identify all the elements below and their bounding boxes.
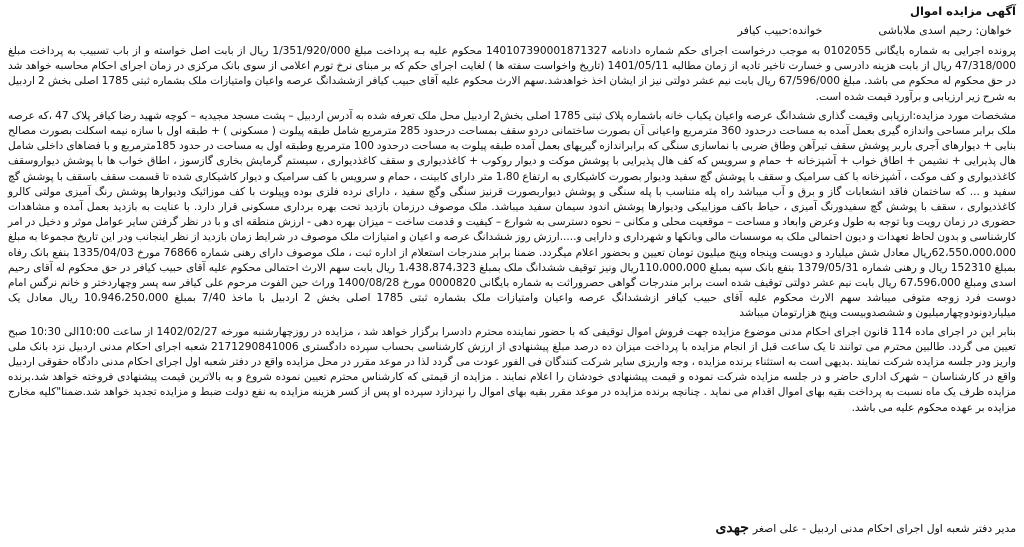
parties-row bbox=[8, 23, 1016, 38]
notice-title: آگهی مزایده اموال bbox=[909, 4, 1016, 18]
signature-name: جهدی bbox=[715, 520, 749, 536]
signature-block bbox=[715, 520, 1016, 537]
auction-notice bbox=[8, 3, 1016, 547]
auction-terms-paragraph: بنابر این در اجرای ماده 114 قانون اجرای احکام مدنی موضوع مزایده جهت فروش اموال توقیفی که با حضور نماینده محترم دادسرا برگزار خواهد شد ، مزایده در روزچهارشنبه مورخه 1402/02/27 از ساعت 10:00الی 10:30 صبح تعیین می گردد. طالبین محترم می توانند تا یک ساعت قبل از انجام مزایده با پرداخت میزان ده درصد مبلغ پیشنهادی از ارزش کارشناسی بحساب سپرده دادگستری 2171290841006 شعبه اجرای احکام مدنی اردبیل نزد بانک ملی واریز ودر جلسه مزایده شرکت نمایند .بدیهی است به استثناء برنده مزایده ، وجه واریزی سایر شرکت کنندگان فی الفور عودت می گردد لذا در موعد مقرر در محل مزایده واقع در دفتر شعبه اول اجرای احکام مدنی دادگاه حقوقی اردبیل واقع در کارشناسان – شهرک اداری حاضر و در جلسه مزایده شرکت نموده و قیمت پیشنهادی خودشان را اعلام نمایند . مزایده از قیمتی که کارشناس محترم تعیین نموده شروع و به بالاترین قیمت پیشنهادی فروخته خواهد شد.برنده مزایده ظرف یک ماه نسبت به پرداخت بقیه بهای اموال اقدام می نماید . چنانچه برنده مزایده در موعد مقرر بقیه بهای اموال را نپردازد سپرده او پس از کسر هزینه مزایده به نفع دولت ضبط و مزایده تجدید خواهد شد.ضمنا"کلیه مخارج مزایده بر عهده محکوم علیه می باشد. bbox=[8, 325, 1016, 414]
defendant-name: خوانده:حبیب کیافر bbox=[737, 24, 823, 37]
signature-line: مدیر دفتر شعبه اول اجرای احکام مدنی اردبیل - علی اصغر bbox=[752, 522, 1016, 535]
property-specs-paragraph: مشخصات مورد مزایده:ارزیابی وقیمت گذاری ششدانگ عرصه واعیان یکباب خانه باشماره پلاک ثبتی 1785 اصلی بخش2 اردبیل محل ملک تعرفه شده به آدرس اردبیل – پشت مسجد مجیدیه – کوچه شهید رضا کیافر پلاک 47 ،که عرصه ملک برابر مساحی واندازه گیری بعمل آمده به مساحت درحدود 360 مترمربع واعیانی آن بصورت ساختمانی دردو سقف بمساحت درحدود 285 مترمربع شامل طبقه پیلوت ( مسکونی ) + طبقه اول با سازه نیمه اسکلت بصورت مصالح بنایی + دیوارهای آجری باربر پوشش سقف تیرآهن وطاق ضربی با نماسازی سنگی که برابراندازه گیریهای بعمل آمده طبقه پیلوت به مساحت درحدود 100 مترمربع وطبقه اول به مساحت در حدود 185مترمربع و با فضاهای داخلی شامل هال پذیرایی + نشیمن + اطاق خواب + آشپزخانه + حمام و سرویس که کف هال پذیرایی با پوشش موکت و دیوار روکوب + کاغذدیواری و سقف کاغذدیواری ، سیستم گرمایش بخاری گازسوز ، اطاق خواب ها با پوشش دیواروسقف کاغذدیواری و کف موکت ، آشپزخانه با کف سرامیک و سقف با پوشش گچ سفید ودیوار بصورت کاشیکاری به ارتفاع 1،80 متر دارای کابینت ، حمام و سرویس با کف سرامیک و دیوار کاشیکاری شده تا قسمت سقف باسقف با پوشش گچ سفید و ... که ساختمان فاقد انشعابات گاز و برق و آب میباشد راه پله متناسب با پله سنگی و پوشش دیواربصورت قرنیز سنگی وگچ سفید ، دارای نرده فلزی بوده وپیلوت با کف موزائیک ودیوارها پوشش رنگ آمیزی مولتی کالرو کاغذدیواری ، سقف با پوشش گچ سفیدورنگ آمیزی ، حیاط باکف موزاییکی ودیوارها پوشش اندود سیمان سفید میباشد. ملک موصوف درزمان بازدید تحت بهره برداری مسکونی قرار دارد. با عنایت به بازدید بعمل آمده و مشاهدات حضوری در زمان رویت وبا توجه به طول وعرض وابعاد و مساحت – موقعیت محلی و مکانی – نحوه دسترسی به شوارع – کیفیت و قدمت ساخت – میزان بهره دهی - ارزش منطقه ای و با در نظر گرفتن سایر عوامل موثر و دخیل در امر کارشناسی و بدون لحاظ تعهدات و دیون احتمالی ملک به موسسات مالی وبانکها و شهرداری و دارایی و.....ارزش روز ششدانگ عرصه و اعیان و امتیازات ملک موصوف در شرایط زمان بازدید از نظر اینجانب ودر این تاریخ مجموعا به مبلغ 62،550،000،000ریال معادل شش میلیارد و دویست وپنجاه وپنج میلیون تومان تعیین و بحضور اعلام میگردد. ضمنا برابر مندرجات استعلام از اداره ثبت ، ملک موصوف دارای رهنی شماره 76866 مورخ 1335/04/03 بنفع بانک رفاه بمبلغ 152310 ریال و رهنی شماره 1379/05/31 بنفع بانک سپه بمبلغ 110،000،000ریال ونیز توقیف ششدانگ ملک بمبلغ 1،438،874،323 ریال بابت سهم الارث احتمالی محکوم علیه آقای حبیب کیافر در حق محکوم له آقای رحیم اسدی ومبلغ 67،596،000 ریال بابت نیم عشر دولتی توقیف شده است برابر مندرجات گواهی حصروراثت به شماره بایگانی 0000820 مورخ 1400/08/28 وراث حین الفوت مرحوم علی کیافر سه پسر وچهاردختر و خانم نرگس امام دوست فرد زوجه متوفی میباشد سهم الارث محکوم علیه آقای حبیب کیافر ازششدانگ عرصه واعیان وامتیازات ملک بشماره ثبتی 1785 اصلی بخش 2 اردبیل با ماخذ 7/40 بمبلغ 10،946،250،000 ریال معادل یک میلیاردونودوچهارمیلیون و ششصدوبیست وپنج هزارتومان میباشد bbox=[8, 109, 1017, 320]
plaintiff-name: خواهان: رحیم اسدی ملاباشی bbox=[878, 24, 1012, 37]
case-details-paragraph: پرونده اجرایی به شماره بایگانی 0102055 به موجب درخواست اجرای حکم شماره دادنامه 140107390001871327 محکوم علیه بـه پرداخت مبلغ 1/351/920/000 ریال از بابت اصل خواسته و از باب تسبیب به پرداخت مبلغ 47/318/000 ریال از بابت هزینه دادرسی و خسارت تاخیر تادیه از زمان مطالبه 1401/05/11 (تاریخ واخواست سفته ها ) لغایت اجرای حکم که بر مبنای نرخ تورم اعلامی از سوی بانک مرکزی در زمان اجرای احکام محاسبه خواهد شد در حق محکوم له محکوم می باشد. مبلغ 67/596/000 ریال بابت نیم عشر دولتی نیز از ایشان اخذ خواهدشد.سهم الارث محکوم علیه آقای حبیب کیافر ازششدانگ عرصه واعیان وامتیازات ملک بشماره ثبتی 1785 اصلی بخش 2 اردبیل به شرح زیر ارزیابی و برآورد قیمت شده است. bbox=[8, 45, 1017, 103]
